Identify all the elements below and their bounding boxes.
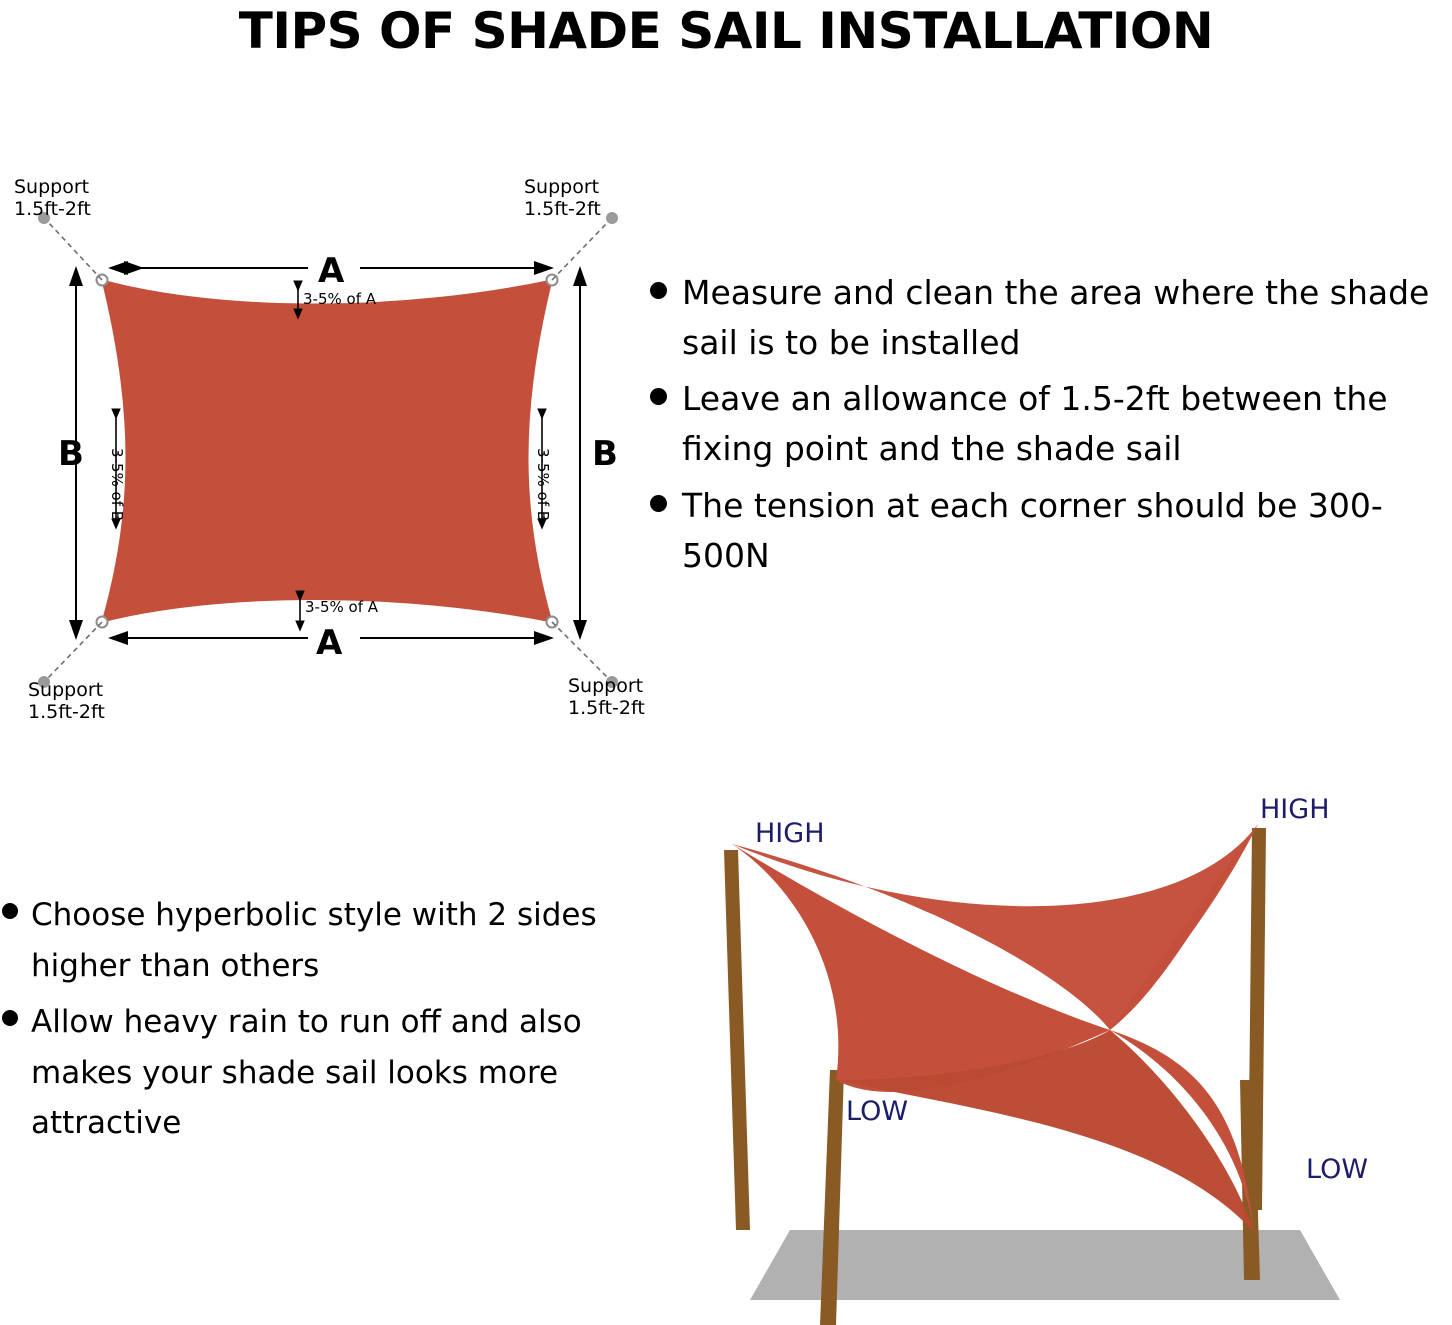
- tip-text: The tension at each corner should be 300-500N: [682, 485, 1383, 575]
- support-label-top-right-line1: Support: [524, 176, 600, 198]
- bottom-diagram: [640, 780, 1452, 1325]
- bullet-icon: [650, 388, 667, 405]
- tip-text: Choose hyperbolic style with 2 sides higher than others: [31, 897, 597, 984]
- label-low-right: LOW: [1306, 1154, 1369, 1185]
- curve-label-right: 3-5% of B: [534, 448, 552, 522]
- top-diagram: [0, 160, 660, 740]
- bullet-icon: [2, 903, 18, 919]
- dimension-label-b-left: B: [58, 434, 84, 474]
- page-title: TIPS OF SHADE SAIL INSTALLATION: [238, 2, 1214, 60]
- list-item: [2, 997, 632, 1149]
- shade-sail-shape: [102, 280, 552, 622]
- support-label-bottom-right-line2: 1.5ft-2ft: [568, 697, 645, 719]
- top-tips-list: [650, 268, 1450, 587]
- support-line-top-right: [552, 222, 608, 280]
- dimension-label-a-bottom: A: [316, 623, 343, 663]
- tip-text: Measure and clean the area where the shade sail is to be installed: [682, 273, 1430, 363]
- tip-text: Leave an allowance of 1.5-2ft between the fixing point and the shade sail: [682, 379, 1388, 469]
- label-high-right: HIGH: [1260, 794, 1330, 825]
- support-label-bottom-left-line1: Support: [28, 679, 104, 701]
- support-line-top-left: [48, 222, 102, 280]
- support-label-bottom-right-line1: Support: [568, 675, 644, 697]
- dimension-label-b-right: B: [592, 434, 618, 474]
- support-line-bottom-left: [48, 622, 102, 678]
- dimension-label-a-top: A: [318, 251, 345, 291]
- list-item: [650, 481, 1450, 581]
- bullet-icon: [650, 495, 667, 512]
- list-item: [650, 268, 1450, 368]
- support-label-top-left-line2: 1.5ft-2ft: [14, 198, 91, 220]
- curve-label-top: 3-5% of A: [303, 290, 377, 308]
- tip-text: Allow heavy rain to run off and also makes your shade sail looks more attractive: [31, 1004, 582, 1142]
- curve-label-bottom: 3-5% of A: [305, 598, 379, 616]
- anchor-dot-top-right: [606, 212, 618, 224]
- support-label-top-right-line2: 1.5ft-2ft: [524, 198, 601, 220]
- list-item: [2, 890, 632, 991]
- curve-label-left: 3-5% of B: [108, 448, 126, 522]
- support-label-bottom-left-line2: 1.5ft-2ft: [28, 701, 105, 723]
- support-label-top-left-line1: Support: [14, 176, 90, 198]
- label-high-left: HIGH: [755, 818, 825, 849]
- label-low-left: LOW: [846, 1096, 909, 1127]
- support-line-bottom-right: [552, 622, 608, 678]
- list-item: [650, 374, 1450, 474]
- bullet-icon: [2, 1010, 18, 1026]
- bullet-icon: [650, 282, 667, 299]
- pole-back-left: [724, 850, 750, 1230]
- bottom-tips-list: [2, 890, 632, 1155]
